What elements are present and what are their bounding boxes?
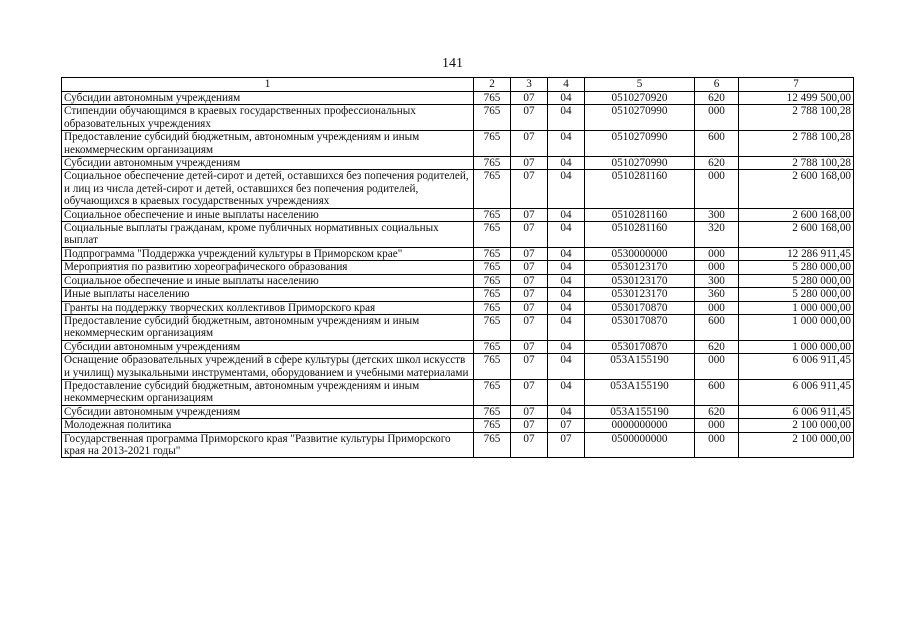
row-code-6: 300 (695, 208, 739, 221)
row-code-3: 07 (511, 432, 548, 458)
table-row (62, 379, 854, 405)
row-name: Государственная программа Приморского края "Развитие культуры Приморского края на 2013-2021 годы" (62, 432, 474, 458)
row-amount: 2 788 100,28 (739, 131, 854, 157)
row-amount: 5 280 000,00 (739, 274, 854, 287)
row-code-2: 765 (474, 261, 511, 274)
row-code-5: 0530123170 (585, 261, 695, 274)
table-row (62, 340, 854, 353)
row-code-4: 04 (548, 105, 585, 131)
row-code-2: 765 (474, 419, 511, 432)
row-code-5: 0510281160 (585, 170, 695, 208)
row-code-5: 0510281160 (585, 222, 695, 248)
row-code-5: 0530170870 (585, 301, 695, 314)
column-header-row (62, 78, 854, 92)
row-code-2: 765 (474, 222, 511, 248)
row-code-4: 04 (548, 222, 585, 248)
row-code-5: 0530170870 (585, 314, 695, 340)
row-code-3: 07 (511, 261, 548, 274)
row-code-3: 07 (511, 170, 548, 208)
row-name: Предоставление субсидий бюджетным, автономным учреждениям и иным некоммерческим организациям (62, 379, 474, 405)
table-row (62, 105, 854, 131)
row-code-4: 04 (548, 340, 585, 353)
row-code-2: 765 (474, 170, 511, 208)
row-amount: 2 600 168,00 (739, 208, 854, 221)
row-name: Социальное обеспечение и иные выплаты населению (62, 274, 474, 287)
row-code-6: 360 (695, 288, 739, 301)
row-code-3: 07 (511, 274, 548, 287)
row-code-5: 053A155190 (585, 354, 695, 380)
row-code-3: 07 (511, 247, 548, 260)
table-row (62, 274, 854, 287)
row-code-6: 000 (695, 261, 739, 274)
row-code-2: 765 (474, 131, 511, 157)
table-row (62, 432, 854, 458)
row-name: Стипендии обучающимся в краевых государственных профессиональных образовательных учреждениях (62, 105, 474, 131)
row-code-6: 000 (695, 354, 739, 380)
row-code-4: 04 (548, 379, 585, 405)
row-amount: 1 000 000,00 (739, 314, 854, 340)
row-amount: 12 286 911,45 (739, 247, 854, 260)
row-code-5: 0000000000 (585, 419, 695, 432)
row-amount: 2 788 100,28 (739, 157, 854, 170)
table-row (62, 301, 854, 314)
row-code-3: 07 (511, 208, 548, 221)
row-code-2: 765 (474, 354, 511, 380)
column-header: 1 (62, 78, 474, 92)
row-code-5: 0510281160 (585, 208, 695, 221)
row-code-3: 07 (511, 379, 548, 405)
row-code-3: 07 (511, 340, 548, 353)
table-row (62, 170, 854, 208)
row-code-4: 04 (548, 131, 585, 157)
row-code-2: 765 (474, 288, 511, 301)
row-code-3: 07 (511, 301, 548, 314)
row-code-5: 0500000000 (585, 432, 695, 458)
row-code-6: 000 (695, 301, 739, 314)
row-code-4: 04 (548, 301, 585, 314)
row-code-5: 0530123170 (585, 274, 695, 287)
row-code-2: 765 (474, 340, 511, 353)
row-code-5: 053A155190 (585, 379, 695, 405)
row-code-5: 0510270990 (585, 131, 695, 157)
row-code-3: 07 (511, 314, 548, 340)
table-row (62, 92, 854, 105)
row-amount: 2 788 100,28 (739, 105, 854, 131)
row-code-3: 07 (511, 131, 548, 157)
row-name: Социальное обеспечение детей-сирот и детей, оставшихся без попечения родителей, и лиц из числа детей-сирот и детей, оставшихся без попечения родителей, обучающихся в краевых государственных учреждениях (62, 170, 474, 208)
row-code-4: 04 (548, 208, 585, 221)
row-name: Социальное обеспечение и иные выплаты населению (62, 208, 474, 221)
row-amount: 12 499 500,00 (739, 92, 854, 105)
row-code-6: 620 (695, 157, 739, 170)
row-code-2: 765 (474, 274, 511, 287)
row-code-3: 07 (511, 354, 548, 380)
row-code-6: 620 (695, 340, 739, 353)
row-name: Субсидии автономным учреждениям (62, 405, 474, 418)
row-code-3: 07 (511, 222, 548, 248)
row-name: Предоставление субсидий бюджетным, автономным учреждениям и иным некоммерческим организациям (62, 131, 474, 157)
row-code-2: 765 (474, 314, 511, 340)
row-code-4: 04 (548, 274, 585, 287)
table-row (62, 405, 854, 418)
row-code-4: 07 (548, 432, 585, 458)
row-code-6: 000 (695, 419, 739, 432)
row-code-6: 000 (695, 105, 739, 131)
row-code-5: 0510270990 (585, 105, 695, 131)
row-code-4: 04 (548, 288, 585, 301)
row-code-4: 04 (548, 92, 585, 105)
row-code-2: 765 (474, 432, 511, 458)
row-amount: 5 280 000,00 (739, 261, 854, 274)
table-row (62, 419, 854, 432)
row-code-2: 765 (474, 208, 511, 221)
row-code-2: 765 (474, 379, 511, 405)
row-name: Оснащение образовательных учреждений в сфере культуры (детских школ искусств и училищ) музыкальными инструментами, оборудованием и учебными материалами (62, 354, 474, 380)
row-code-2: 765 (474, 405, 511, 418)
row-code-6: 300 (695, 274, 739, 287)
table-row (62, 247, 854, 260)
row-amount: 6 006 911,45 (739, 379, 854, 405)
column-header: 4 (548, 78, 585, 92)
row-name: Иные выплаты населению (62, 288, 474, 301)
row-code-4: 04 (548, 157, 585, 170)
row-code-3: 07 (511, 105, 548, 131)
row-code-2: 765 (474, 157, 511, 170)
row-code-6: 320 (695, 222, 739, 248)
row-code-6: 600 (695, 314, 739, 340)
table-row (62, 288, 854, 301)
page-number: 141 (442, 56, 463, 71)
row-name: Гранты на поддержку творческих коллективов Приморского края (62, 301, 474, 314)
row-code-5: 0530123170 (585, 288, 695, 301)
row-code-3: 07 (511, 419, 548, 432)
row-code-5: 0530000000 (585, 247, 695, 260)
column-header: 5 (585, 78, 695, 92)
row-code-3: 07 (511, 157, 548, 170)
row-code-4: 07 (548, 419, 585, 432)
row-code-6: 000 (695, 247, 739, 260)
row-amount: 6 006 911,45 (739, 354, 854, 380)
row-code-3: 07 (511, 92, 548, 105)
table-row (62, 354, 854, 380)
row-code-6: 620 (695, 405, 739, 418)
row-code-3: 07 (511, 288, 548, 301)
row-amount: 2 600 168,00 (739, 222, 854, 248)
row-code-4: 04 (548, 314, 585, 340)
row-amount: 5 280 000,00 (739, 288, 854, 301)
table-row (62, 261, 854, 274)
row-code-6: 620 (695, 92, 739, 105)
row-code-2: 765 (474, 301, 511, 314)
row-name: Подпрограмма "Поддержка учреждений культуры в Приморском крае" (62, 247, 474, 260)
row-name: Мероприятия по развитию хореографического образования (62, 261, 474, 274)
table-row (62, 314, 854, 340)
column-header: 6 (695, 78, 739, 92)
column-header: 3 (511, 78, 548, 92)
row-code-4: 04 (548, 261, 585, 274)
row-amount: 2 100 000,00 (739, 419, 854, 432)
row-code-4: 04 (548, 170, 585, 208)
column-header: 2 (474, 78, 511, 92)
row-code-6: 000 (695, 432, 739, 458)
row-name: Субсидии автономным учреждениям (62, 157, 474, 170)
row-code-6: 600 (695, 379, 739, 405)
row-code-2: 765 (474, 92, 511, 105)
row-name: Субсидии автономным учреждениям (62, 340, 474, 353)
row-name: Предоставление субсидий бюджетным, автономным учреждениям и иным некоммерческим организациям (62, 314, 474, 340)
row-code-6: 000 (695, 170, 739, 208)
table-row (62, 222, 854, 248)
budget-table (61, 77, 854, 458)
column-header: 7 (739, 78, 854, 92)
row-amount: 2 100 000,00 (739, 432, 854, 458)
table-row (62, 208, 854, 221)
row-code-5: 053A155190 (585, 405, 695, 418)
row-code-2: 765 (474, 105, 511, 131)
row-code-5: 0510270990 (585, 157, 695, 170)
row-code-5: 0510270920 (585, 92, 695, 105)
row-code-4: 04 (548, 247, 585, 260)
table-row (62, 157, 854, 170)
row-code-3: 07 (511, 405, 548, 418)
row-code-4: 04 (548, 405, 585, 418)
row-name: Субсидии автономным учреждениям (62, 92, 474, 105)
table-row (62, 131, 854, 157)
row-amount: 6 006 911,45 (739, 405, 854, 418)
row-code-4: 04 (548, 354, 585, 380)
row-amount: 1 000 000,00 (739, 340, 854, 353)
row-code-2: 765 (474, 247, 511, 260)
row-name: Молодежная политика (62, 419, 474, 432)
row-name: Социальные выплаты гражданам, кроме публичных нормативных социальных выплат (62, 222, 474, 248)
row-code-6: 600 (695, 131, 739, 157)
row-code-5: 0530170870 (585, 340, 695, 353)
row-amount: 1 000 000,00 (739, 301, 854, 314)
row-amount: 2 600 168,00 (739, 170, 854, 208)
